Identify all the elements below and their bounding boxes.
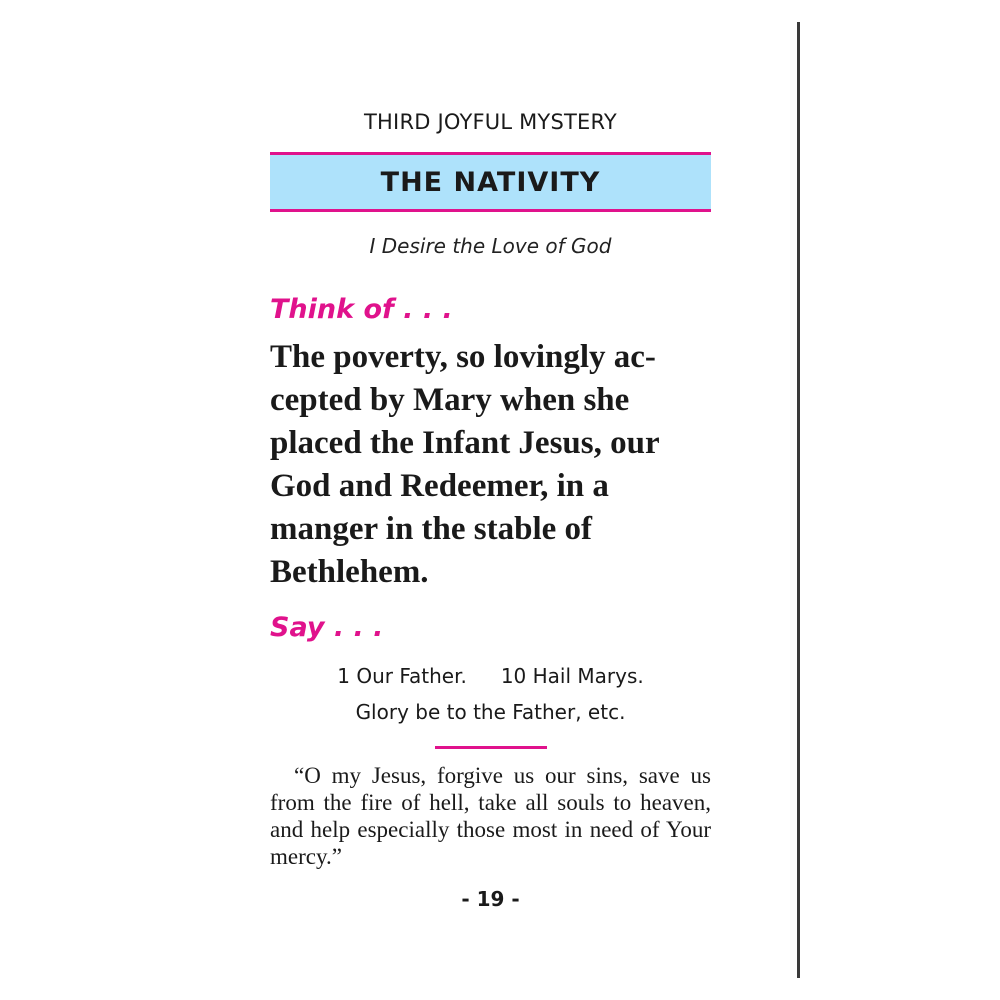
think-of-heading: Think of . . . xyxy=(270,294,453,325)
page-number: - 19 - xyxy=(461,887,520,911)
meditation-text xyxy=(270,336,711,594)
meditation-line: cepted by Mary when she xyxy=(270,382,630,418)
virtue-subtitle: I Desire the Love of God xyxy=(369,234,612,258)
fatima-prayer: “O my Jesus, forgive us our sins, save us from the fire of hell, take all souls to heaven, and help especially those most in need of Your mercy.” xyxy=(270,763,711,869)
prayer-page xyxy=(270,0,711,1000)
meditation-line: manger in the stable of xyxy=(270,511,593,547)
prayer-list xyxy=(270,658,711,730)
glory-be-item: Glory be to the Father, etc. xyxy=(355,700,626,724)
meditation-line: The poverty, so lovingly ac- xyxy=(270,339,656,375)
title-band xyxy=(270,152,711,212)
meditation-line: God and Redeemer, in a xyxy=(270,468,609,504)
hail-marys-item: 10 Hail Marys. xyxy=(500,664,644,688)
meditation-line: placed the Infant Jesus, our xyxy=(270,425,660,461)
our-father-item: 1 Our Father. xyxy=(337,664,467,688)
meditation-line: Bethlehem. xyxy=(270,554,429,590)
section-divider xyxy=(435,746,547,749)
mystery-kicker: THIRD JOYFUL MYSTERY xyxy=(364,110,617,134)
page-gutter-line xyxy=(797,22,800,978)
say-heading: Say . . . xyxy=(270,612,384,643)
page-title: THE NATIVITY xyxy=(380,166,601,198)
